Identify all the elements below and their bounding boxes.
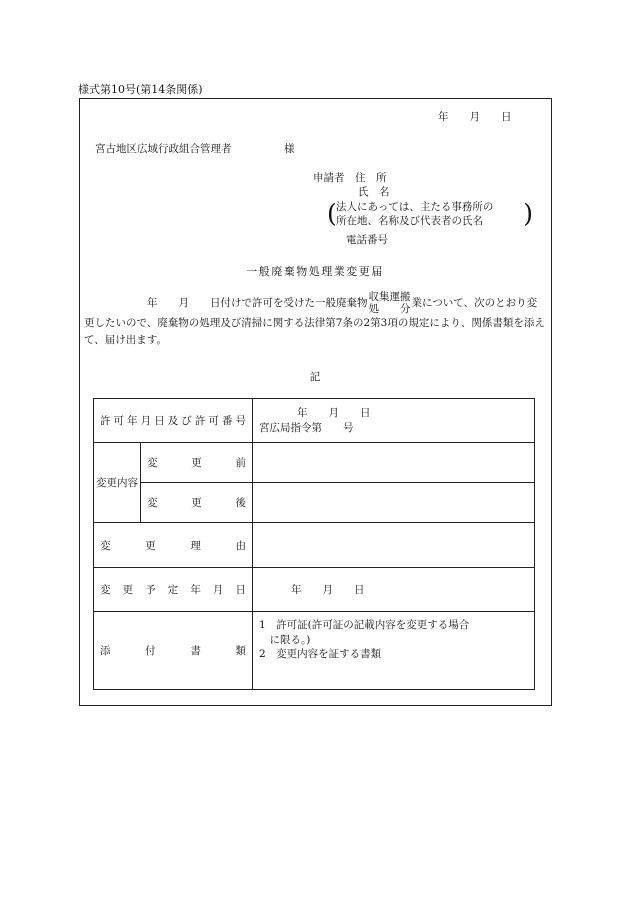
planned-date-value: 年 月 日 <box>253 568 535 612</box>
planned-date-label: 変更予定年月日 <box>94 568 253 612</box>
attachment-item-2: 2 変更内容を証する書類 <box>259 648 382 660</box>
attachments-label: 添 付 書 類 <box>94 612 253 690</box>
phone-label: 電話番号 <box>346 234 388 246</box>
permit-value <box>253 399 535 443</box>
right-bracket: ) <box>523 199 533 228</box>
after-value <box>253 483 535 523</box>
address-label: 住 所 <box>355 172 387 184</box>
row-reason <box>94 523 535 568</box>
body-paragraph <box>84 291 547 348</box>
corporate-note-line-1: 法人にあっては、主たる事務所の <box>336 201 494 213</box>
body-lead: 年 月 日付けで許可を受けた一般廃棄物 <box>84 297 368 309</box>
body-rest: 業について、次のとおり変更したいので、廃棄物の処理及び清掃に関する法律第7条の2第3項の規定により、関係書類を添えて、届け出ます。 <box>84 297 545 346</box>
before-label: 変 更 前 <box>141 443 253 483</box>
permit-number: 宮広局指令第 号 <box>259 421 354 434</box>
detail-table <box>93 398 535 690</box>
left-bracket: ( <box>327 199 337 228</box>
ki-heading: 記 <box>309 371 321 383</box>
option-collection-transport: 収集運搬 <box>368 291 411 303</box>
corporate-note <box>327 199 533 230</box>
submission-date: 年 月 日 <box>438 111 512 123</box>
row-change-after <box>94 483 535 523</box>
addressee: 宮古地区広域行政組合管理者 様 <box>95 143 295 155</box>
row-planned-date <box>94 568 535 612</box>
reason-label: 変 更 理 由 <box>94 523 253 568</box>
change-content-label: 変更内容 <box>94 443 141 523</box>
after-label: 変 更 後 <box>141 483 253 523</box>
permit-date: 年 月 日 <box>297 406 371 419</box>
option-disposal: 処 分 <box>368 303 411 315</box>
attachment-item-1: 1 許可証(許可証の記載内容を変更する場合 <box>259 619 470 631</box>
corporate-note-line-2: 所在地、名称及び代表者の氏名 <box>336 215 483 227</box>
attachment-item-1-cont: に限る。) <box>259 633 311 646</box>
name-label: 氏 名 <box>358 186 390 198</box>
reason-value <box>253 523 535 568</box>
row-permit <box>94 399 535 443</box>
before-value <box>253 443 535 483</box>
row-change-before <box>94 443 535 483</box>
attachments-list <box>253 612 535 690</box>
document-title: 一般廃棄物処理業変更届 <box>246 265 384 278</box>
row-attachments <box>94 612 535 690</box>
permit-label: 許可年月日及び許可番号 <box>94 399 253 443</box>
form-number: 様式第10号(第14条関係) <box>78 83 203 96</box>
applicant-block <box>313 171 390 199</box>
applicant-label: 申請者 <box>313 172 345 184</box>
business-type-options <box>369 291 411 315</box>
